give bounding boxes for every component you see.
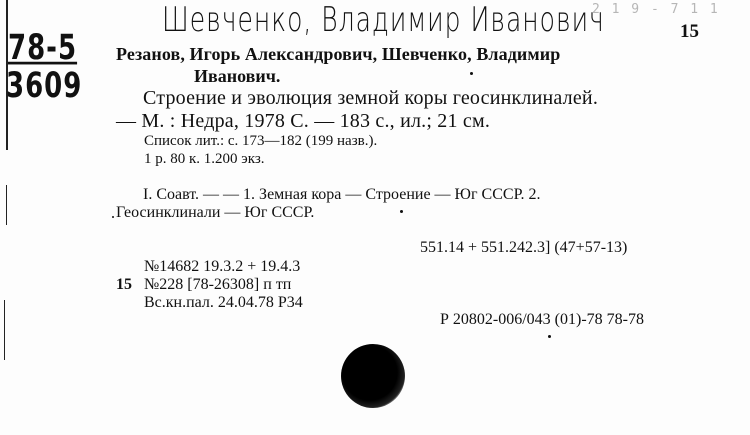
ink-blot (341, 344, 405, 408)
subjects-line1: I. Соавт. — — 1. Земная кора — Строение — Юг СССР. 2. (143, 186, 541, 203)
classification-index: 551.14 + 551.242.3] (47+57-13) (420, 239, 628, 256)
price-note: 1 р. 80 к. 1.200 экз. (144, 151, 265, 167)
card-edge-line (6, 185, 7, 225)
handwritten-call-number-top: 78-5 (8, 28, 78, 69)
tracking-line2: №228 [78-26308] п тп (144, 276, 292, 293)
subjects-line2: Геосинклинали — Юг СССР. (116, 204, 315, 221)
title-line2: — М. : Недра, 1978 С. — 183 с., ил.; 21 см. (116, 110, 491, 132)
card-number: 15 (680, 21, 699, 42)
heading-authors-line1: Резанов, Игорь Александрович, Шевченко, Владимир (116, 44, 561, 64)
publisher-index-code: Р 20802-006/043 (01)-78 78-78 (440, 311, 644, 328)
card-edge-line (4, 300, 5, 360)
tracking-line2-prefix: 15 (116, 276, 132, 293)
tracking-line1: №14682 19.3.2 + 19.4.3 (144, 258, 301, 275)
corner-stamp: 2 1 9 - 7 1 1 (592, 2, 720, 17)
handwritten-call-number-bottom: 3609 (6, 66, 83, 107)
heading-authors-line2: Иванович. (194, 66, 281, 86)
ink-speck (470, 72, 473, 75)
ink-speck (112, 216, 114, 218)
tracking-line3: Вс.кн.пал. 24.04.78 Р34 (144, 294, 303, 311)
ink-speck (548, 335, 551, 338)
title-line1: Строение и эволюция земной коры геосинклиналей. (143, 87, 599, 109)
bibliography-note: Список лит.: с. 173—182 (199 назв.). (144, 133, 378, 149)
handwritten-author: Шевченко, Владимир Иванович (162, 0, 605, 40)
ink-speck (400, 210, 403, 213)
